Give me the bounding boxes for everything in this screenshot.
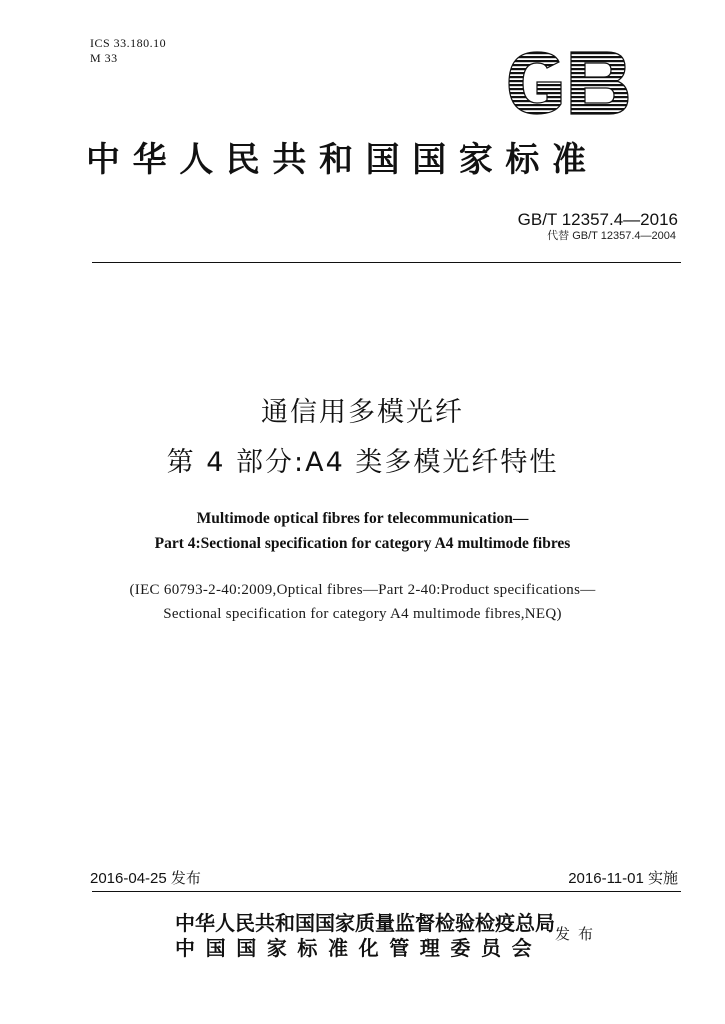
iec-reference-line1: (IEC 60793-2-40:2009,Optical fibres—Part 2-40:Product specifications— [129,582,596,598]
title-en-line2: Part 4:Sectional specification for category A4 multimode fibres [154,535,571,552]
effective-date: 2016-11-01 实施 [568,870,678,887]
classification-codes [90,36,166,66]
replaced-standard: 代替 GB/T 12357.4—2004 [547,230,676,242]
issuer-sac: 中国国家标准化管理委员会 [175,936,543,960]
top-divider [92,262,681,263]
bottom-divider [92,891,681,892]
issuer-aqsiq: 中华人民共和国国家质量监督检验检疫总局 [175,911,555,935]
national-standard-title: 中华人民共和国国家标准 [86,140,599,180]
title-en-line1: Multimode optical fibres for telecommunication— [196,510,529,527]
gb-logo-graphic [503,48,633,118]
title-cn-line1: 通信用多模光纤 [261,397,464,428]
gb-logo [503,48,633,118]
issue-date: 2016-04-25 发布 [90,870,201,887]
title-cn-line2: 第 4 部分:A4 类多模光纤特性 [166,447,559,478]
ics-code: ICS 33.180.10 [90,36,167,50]
issue-label: 发布 [555,925,602,943]
iec-reference-line2: Sectional specification for category A4 multimode fibres,NEQ) [163,606,562,622]
standard-number: GB/T 12357.4—2016 [517,210,678,229]
ccs-code: M 33 [90,51,118,65]
